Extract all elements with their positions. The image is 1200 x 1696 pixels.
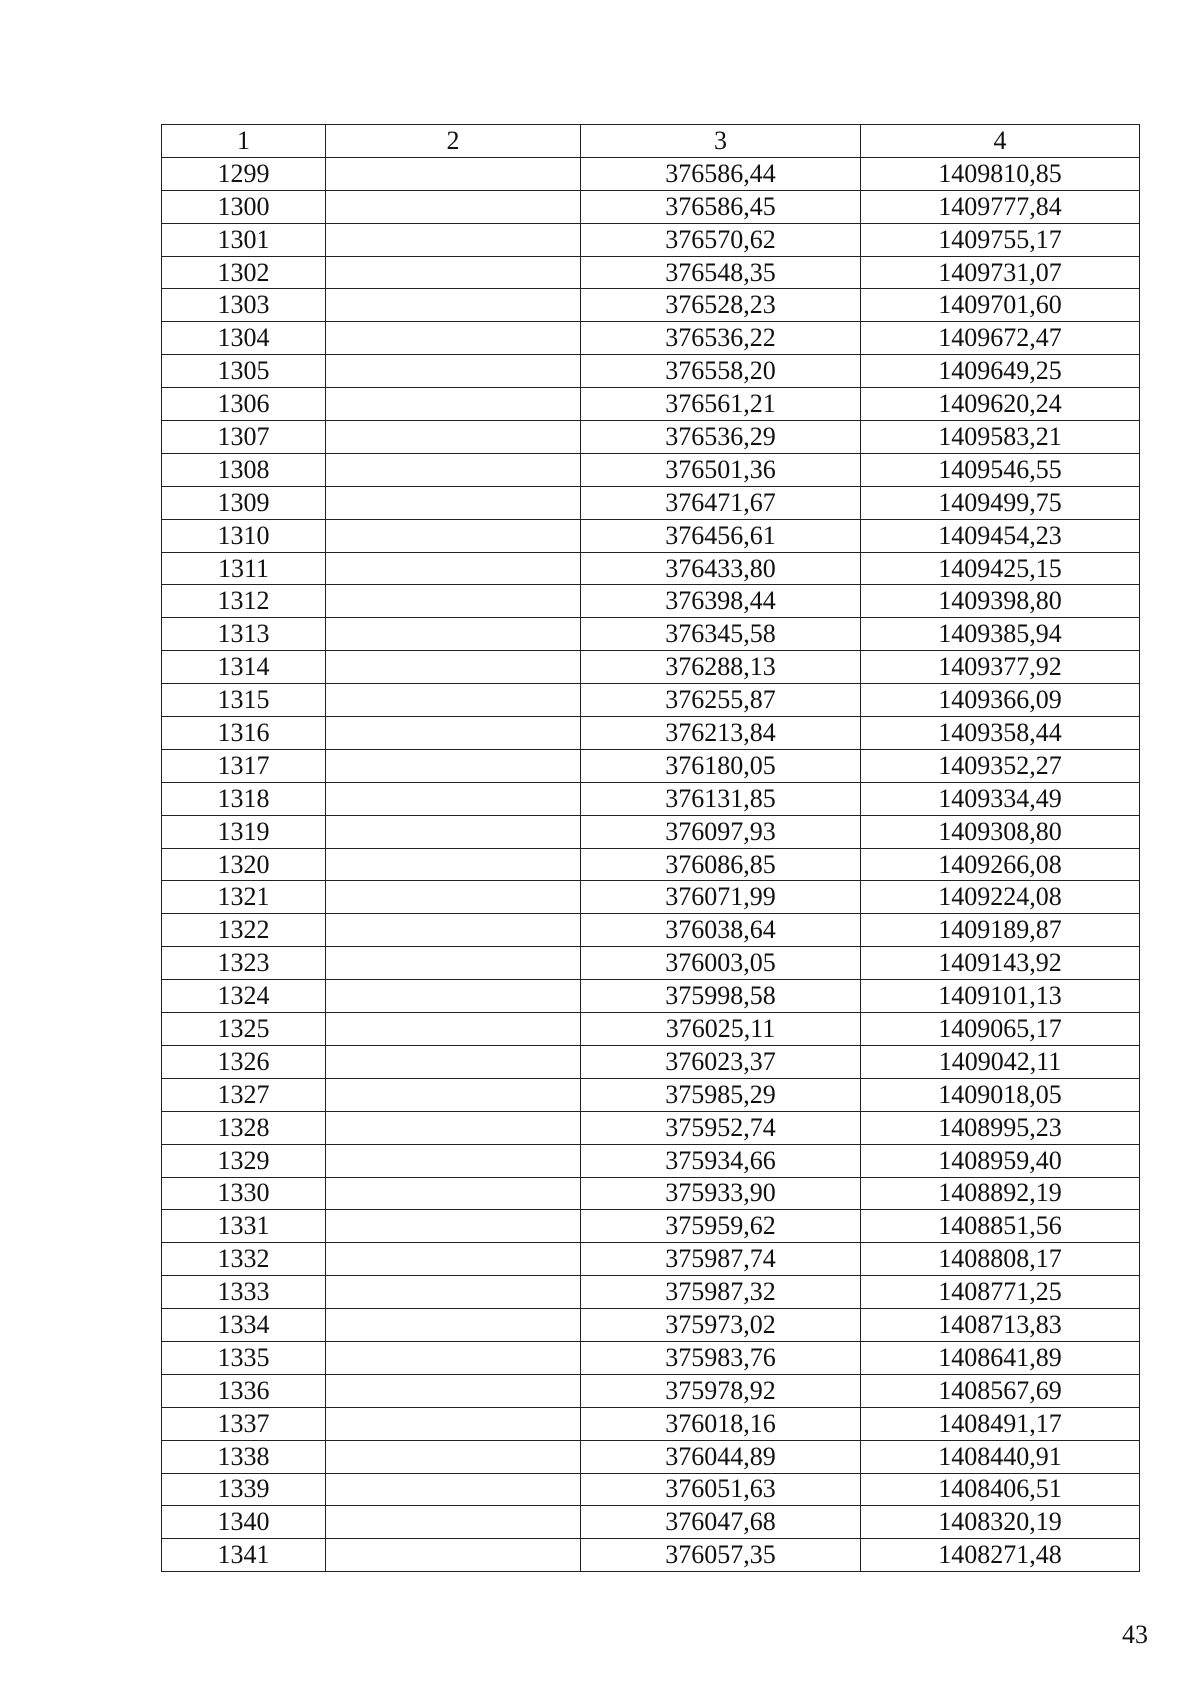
table-cell-col-1: 1339 (162, 1473, 326, 1506)
table-cell-col-1: 1313 (162, 618, 326, 651)
table-row (162, 289, 1140, 322)
page-number: 43 (1122, 1620, 1148, 1649)
table-header (162, 125, 1140, 158)
table-cell-col-2 (326, 651, 581, 684)
table-cell-col-3: 376345,58 (581, 618, 861, 651)
table-cell-col-4: 1408406,51 (861, 1473, 1140, 1506)
table-row (162, 486, 1140, 519)
table-cell-col-4: 1409649,25 (861, 355, 1140, 388)
table-row (162, 355, 1140, 388)
table-cell-col-2 (326, 1210, 581, 1243)
table-cell-col-1: 1332 (162, 1243, 326, 1276)
table-row (162, 717, 1140, 750)
table-cell-col-1: 1340 (162, 1506, 326, 1539)
table-cell-col-3: 376038,64 (581, 914, 861, 947)
table-cell-col-4: 1408567,69 (861, 1374, 1140, 1407)
table-cell-col-1: 1321 (162, 881, 326, 914)
table-cell-col-3: 376586,45 (581, 190, 861, 223)
table-row (162, 190, 1140, 223)
table-row (162, 1440, 1140, 1473)
table-row (162, 1276, 1140, 1309)
table-cell-col-2 (326, 585, 581, 618)
table-cell-col-4: 1408995,23 (861, 1111, 1140, 1144)
table-cell-col-2 (326, 1243, 581, 1276)
table-cell-col-2 (326, 1144, 581, 1177)
table-cell-col-2 (326, 1539, 581, 1572)
table-cell-col-1: 1320 (162, 848, 326, 881)
table-cell-col-1: 1328 (162, 1111, 326, 1144)
table-cell-col-3: 376213,84 (581, 717, 861, 750)
table-cell-col-4: 1409454,23 (861, 519, 1140, 552)
table-row (162, 1341, 1140, 1374)
table-cell-col-4: 1409065,17 (861, 1013, 1140, 1046)
table-cell-col-4: 1409266,08 (861, 848, 1140, 881)
table-cell-col-1: 1336 (162, 1374, 326, 1407)
table-cell-col-4: 1409352,27 (861, 749, 1140, 782)
table-cell-col-2 (326, 157, 581, 190)
table-cell-col-3: 375978,92 (581, 1374, 861, 1407)
table-row (162, 1078, 1140, 1111)
table-cell-col-1: 1329 (162, 1144, 326, 1177)
table-cell-col-4: 1409385,94 (861, 618, 1140, 651)
table-cell-col-1: 1315 (162, 684, 326, 717)
table-cell-col-4: 1408892,19 (861, 1177, 1140, 1210)
table-cell-col-3: 376018,16 (581, 1407, 861, 1440)
table-cell-col-3: 376071,99 (581, 881, 861, 914)
table-cell-col-3: 375985,29 (581, 1078, 861, 1111)
table-cell-col-2 (326, 1506, 581, 1539)
table-row (162, 1013, 1140, 1046)
table-row (162, 1374, 1140, 1407)
table-cell-col-3: 376131,85 (581, 782, 861, 815)
table-cell-col-2 (326, 1111, 581, 1144)
table-cell-col-4: 1409398,80 (861, 585, 1140, 618)
table-cell-col-1: 1308 (162, 453, 326, 486)
table-cell-col-3: 376561,21 (581, 388, 861, 421)
table-row (162, 256, 1140, 289)
table-row (162, 1045, 1140, 1078)
table-cell-col-3: 376086,85 (581, 848, 861, 881)
table-cell-col-4: 1409731,07 (861, 256, 1140, 289)
table-cell-col-1: 1335 (162, 1341, 326, 1374)
table-cell-col-1: 1304 (162, 322, 326, 355)
table-cell-col-4: 1409189,87 (861, 914, 1140, 947)
table-cell-col-1: 1338 (162, 1440, 326, 1473)
table-cell-col-4: 1409143,92 (861, 947, 1140, 980)
table-cell-col-1: 1333 (162, 1276, 326, 1309)
table-cell-col-2 (326, 980, 581, 1013)
table-row (162, 749, 1140, 782)
table-cell-col-3: 375998,58 (581, 980, 861, 1013)
table-cell-col-3: 376433,80 (581, 552, 861, 585)
table-cell-col-2 (326, 421, 581, 454)
table-cell-col-2 (326, 1440, 581, 1473)
table-cell-col-1: 1326 (162, 1045, 326, 1078)
table-cell-col-2 (326, 684, 581, 717)
table-cell-col-3: 375959,62 (581, 1210, 861, 1243)
table-cell-col-1: 1341 (162, 1539, 326, 1572)
table-cell-col-4: 1408771,25 (861, 1276, 1140, 1309)
table-cell-col-4: 1409425,15 (861, 552, 1140, 585)
table-cell-col-4: 1409358,44 (861, 717, 1140, 750)
table-row (162, 1473, 1140, 1506)
table-cell-col-2 (326, 1374, 581, 1407)
table-cell-col-3: 376501,36 (581, 453, 861, 486)
table-cell-col-3: 376288,13 (581, 651, 861, 684)
table-cell-col-4: 1408641,89 (861, 1341, 1140, 1374)
table-cell-col-1: 1331 (162, 1210, 326, 1243)
table-cell-col-1: 1324 (162, 980, 326, 1013)
coordinates-table (161, 124, 1140, 1572)
table-cell-col-2 (326, 453, 581, 486)
table-cell-col-4: 1409620,24 (861, 388, 1140, 421)
table-cell-col-1: 1303 (162, 289, 326, 322)
table-cell-col-1: 1314 (162, 651, 326, 684)
table-cell-col-3: 375987,32 (581, 1276, 861, 1309)
table-cell-col-3: 375987,74 (581, 1243, 861, 1276)
table-cell-col-1: 1334 (162, 1309, 326, 1342)
table-cell-col-3: 376536,22 (581, 322, 861, 355)
table-cell-col-4: 1409366,09 (861, 684, 1140, 717)
table-cell-col-2 (326, 388, 581, 421)
table-cell-col-2 (326, 914, 581, 947)
table-cell-col-3: 375973,02 (581, 1309, 861, 1342)
table-cell-col-2 (326, 1473, 581, 1506)
table-cell-col-2 (326, 190, 581, 223)
table-body (162, 157, 1140, 1571)
table-row (162, 1111, 1140, 1144)
table-cell-col-4: 1409701,60 (861, 289, 1140, 322)
table-cell-col-1: 1300 (162, 190, 326, 223)
table-cell-col-1: 1311 (162, 552, 326, 585)
table-cell-col-2 (326, 1341, 581, 1374)
table-cell-col-1: 1299 (162, 157, 326, 190)
table-cell-col-3: 375933,90 (581, 1177, 861, 1210)
table-cell-col-1: 1330 (162, 1177, 326, 1210)
table-cell-col-2 (326, 256, 581, 289)
table-cell-col-2 (326, 1078, 581, 1111)
table-cell-col-1: 1305 (162, 355, 326, 388)
table-cell-col-3: 376570,62 (581, 223, 861, 256)
table-cell-col-4: 1409672,47 (861, 322, 1140, 355)
table-cell-col-2 (326, 486, 581, 519)
table-cell-col-3: 376528,23 (581, 289, 861, 322)
table-row (162, 1243, 1140, 1276)
table-row (162, 585, 1140, 618)
table-cell-col-2 (326, 1013, 581, 1046)
table-cell-col-2 (326, 782, 581, 815)
table-cell-col-1: 1312 (162, 585, 326, 618)
table-cell-col-3: 376051,63 (581, 1473, 861, 1506)
table-cell-col-3: 376047,68 (581, 1506, 861, 1539)
table-cell-col-3: 376025,11 (581, 1013, 861, 1046)
table-row (162, 881, 1140, 914)
header-cell-1: 1 (162, 125, 326, 158)
table-row (162, 782, 1140, 815)
table-cell-col-3: 376398,44 (581, 585, 861, 618)
table-cell-col-2 (326, 749, 581, 782)
table-cell-col-4: 1409018,05 (861, 1078, 1140, 1111)
table-cell-col-1: 1306 (162, 388, 326, 421)
table-cell-col-2 (326, 1045, 581, 1078)
table-cell-col-2 (326, 1309, 581, 1342)
table-row (162, 223, 1140, 256)
table-row (162, 519, 1140, 552)
table-cell-col-3: 376057,35 (581, 1539, 861, 1572)
header-cell-2: 2 (326, 125, 581, 158)
table-cell-col-3: 376471,67 (581, 486, 861, 519)
table-row (162, 914, 1140, 947)
table-cell-col-2 (326, 618, 581, 651)
table-row (162, 453, 1140, 486)
table-cell-col-2 (326, 1407, 581, 1440)
table-cell-col-4: 1409377,92 (861, 651, 1140, 684)
table-cell-col-4: 1409101,13 (861, 980, 1140, 1013)
table-cell-col-2 (326, 848, 581, 881)
table-cell-col-4: 1409499,75 (861, 486, 1140, 519)
table-cell-col-2 (326, 1276, 581, 1309)
table-row (162, 848, 1140, 881)
table-cell-col-4: 1409777,84 (861, 190, 1140, 223)
table-cell-col-3: 376003,05 (581, 947, 861, 980)
table-row (162, 980, 1140, 1013)
table-row (162, 552, 1140, 585)
table-cell-col-4: 1409810,85 (861, 157, 1140, 190)
table-cell-col-2 (326, 289, 581, 322)
table-cell-col-3: 376548,35 (581, 256, 861, 289)
table-cell-col-4: 1408713,83 (861, 1309, 1140, 1342)
table-cell-col-4: 1408440,91 (861, 1440, 1140, 1473)
table-row (162, 421, 1140, 454)
table-cell-col-1: 1310 (162, 519, 326, 552)
table-cell-col-2 (326, 881, 581, 914)
table-cell-col-4: 1408959,40 (861, 1144, 1140, 1177)
table-cell-col-3: 375952,74 (581, 1111, 861, 1144)
table-cell-col-1: 1309 (162, 486, 326, 519)
table-cell-col-1: 1318 (162, 782, 326, 815)
table-row (162, 815, 1140, 848)
table-row (162, 1177, 1140, 1210)
table-row (162, 1539, 1140, 1572)
table-row (162, 1506, 1140, 1539)
table-cell-col-1: 1337 (162, 1407, 326, 1440)
table-row (162, 618, 1140, 651)
table-cell-col-1: 1301 (162, 223, 326, 256)
table-cell-col-3: 376536,29 (581, 421, 861, 454)
table-cell-col-4: 1409755,17 (861, 223, 1140, 256)
table-cell-col-4: 1409224,08 (861, 881, 1140, 914)
table-row (162, 388, 1140, 421)
header-cell-4: 4 (861, 125, 1140, 158)
table-row (162, 1309, 1140, 1342)
table-cell-col-3: 375983,76 (581, 1341, 861, 1374)
table-cell-col-2 (326, 223, 581, 256)
table-cell-col-1: 1317 (162, 749, 326, 782)
table-cell-col-4: 1409334,49 (861, 782, 1140, 815)
table-cell-col-3: 376255,87 (581, 684, 861, 717)
table-cell-col-4: 1408320,19 (861, 1506, 1140, 1539)
table-cell-col-2 (326, 519, 581, 552)
table-cell-col-4: 1409546,55 (861, 453, 1140, 486)
table-cell-col-1: 1322 (162, 914, 326, 947)
table-cell-col-4: 1408271,48 (861, 1539, 1140, 1572)
table-row (162, 684, 1140, 717)
table-cell-col-3: 375934,66 (581, 1144, 861, 1177)
table-cell-col-1: 1307 (162, 421, 326, 454)
table-cell-col-3: 376586,44 (581, 157, 861, 190)
table-cell-col-4: 1409583,21 (861, 421, 1140, 454)
table-cell-col-2 (326, 717, 581, 750)
table-cell-col-3: 376044,89 (581, 1440, 861, 1473)
table-cell-col-1: 1319 (162, 815, 326, 848)
table-cell-col-4: 1408808,17 (861, 1243, 1140, 1276)
table-cell-col-2 (326, 355, 581, 388)
table-cell-col-1: 1323 (162, 947, 326, 980)
table-row (162, 1144, 1140, 1177)
table-cell-col-2 (326, 552, 581, 585)
table-cell-col-2 (326, 322, 581, 355)
table-cell-col-1: 1327 (162, 1078, 326, 1111)
table-cell-col-1: 1316 (162, 717, 326, 750)
table-cell-col-3: 376097,93 (581, 815, 861, 848)
table-row (162, 1407, 1140, 1440)
table-row (162, 947, 1140, 980)
table-cell-col-3: 376456,61 (581, 519, 861, 552)
table-cell-col-3: 376558,20 (581, 355, 861, 388)
table-cell-col-4: 1409042,11 (861, 1045, 1140, 1078)
table-cell-col-4: 1408491,17 (861, 1407, 1140, 1440)
table-cell-col-1: 1325 (162, 1013, 326, 1046)
table-row (162, 651, 1140, 684)
header-row (162, 125, 1140, 158)
header-cell-3: 3 (581, 125, 861, 158)
table-cell-col-4: 1408851,56 (861, 1210, 1140, 1243)
table-cell-col-3: 376180,05 (581, 749, 861, 782)
table-cell-col-2 (326, 1177, 581, 1210)
table-cell-col-3: 376023,37 (581, 1045, 861, 1078)
table-cell-col-2 (326, 815, 581, 848)
table-row (162, 322, 1140, 355)
table-row (162, 1210, 1140, 1243)
table-cell-col-1: 1302 (162, 256, 326, 289)
table-cell-col-2 (326, 947, 581, 980)
table-row (162, 157, 1140, 190)
table-cell-col-4: 1409308,80 (861, 815, 1140, 848)
